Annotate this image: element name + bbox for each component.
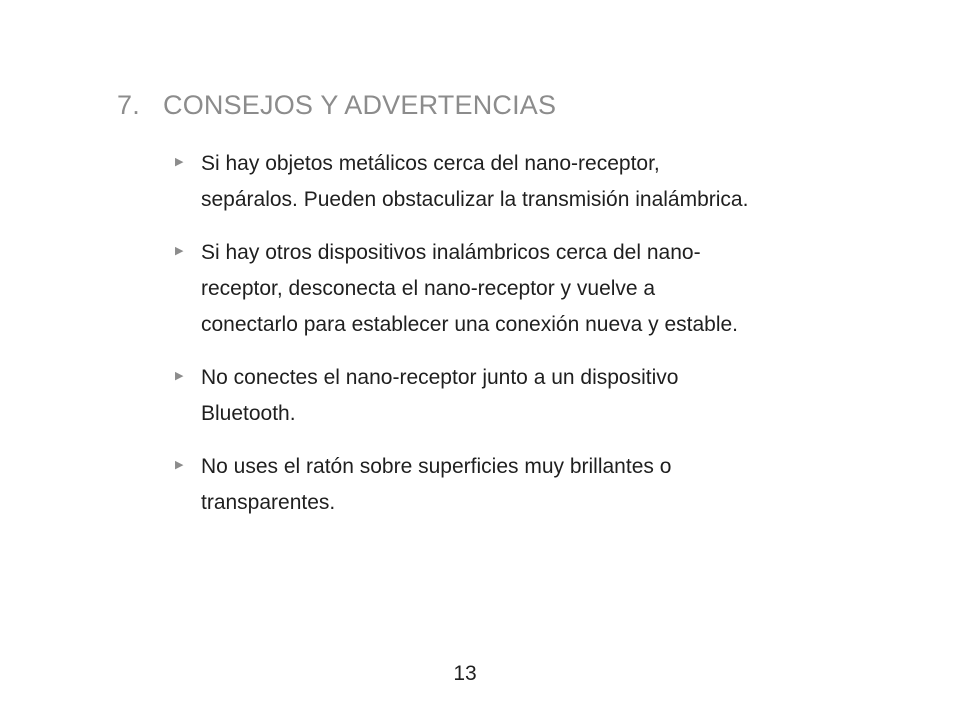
tip-item xyxy=(175,360,915,432)
page-number: 13 xyxy=(453,662,477,685)
tip-line: Si hay objetos metálicos cerca del nano-receptor, xyxy=(201,152,660,175)
section-heading xyxy=(117,88,556,122)
bullet-triangle-icon: ▶ xyxy=(175,245,184,257)
tip-line: No uses el ratón sobre superficies muy brillantes o xyxy=(201,455,672,478)
section-title: CONSEJOS Y ADVERTENCIAS xyxy=(163,90,557,120)
tips-list xyxy=(175,146,915,538)
tip-item xyxy=(175,146,915,218)
bullet-triangle-icon: ▶ xyxy=(175,459,184,471)
tip-line: conectarlo para establecer una conexión nueva y estable. xyxy=(201,313,739,336)
tip-line: Bluetooth. xyxy=(201,402,296,425)
bullet-triangle-icon: ▶ xyxy=(175,370,184,382)
tip-line: Si hay otros dispositivos inalámbricos cerca del nano- xyxy=(201,241,701,264)
tip-line: transparentes. xyxy=(201,491,336,514)
bullet-triangle-icon: ▶ xyxy=(175,156,184,168)
section-number: 7. xyxy=(117,90,140,120)
tip-item xyxy=(175,235,915,343)
tip-item xyxy=(175,449,915,521)
tip-line: sepáralos. Pueden obstaculizar la transmisión inalámbrica. xyxy=(201,188,749,211)
tip-line: No conectes el nano-receptor junto a un dispositivo xyxy=(201,366,679,389)
tip-line: receptor, desconecta el nano-receptor y vuelve a xyxy=(201,277,656,300)
